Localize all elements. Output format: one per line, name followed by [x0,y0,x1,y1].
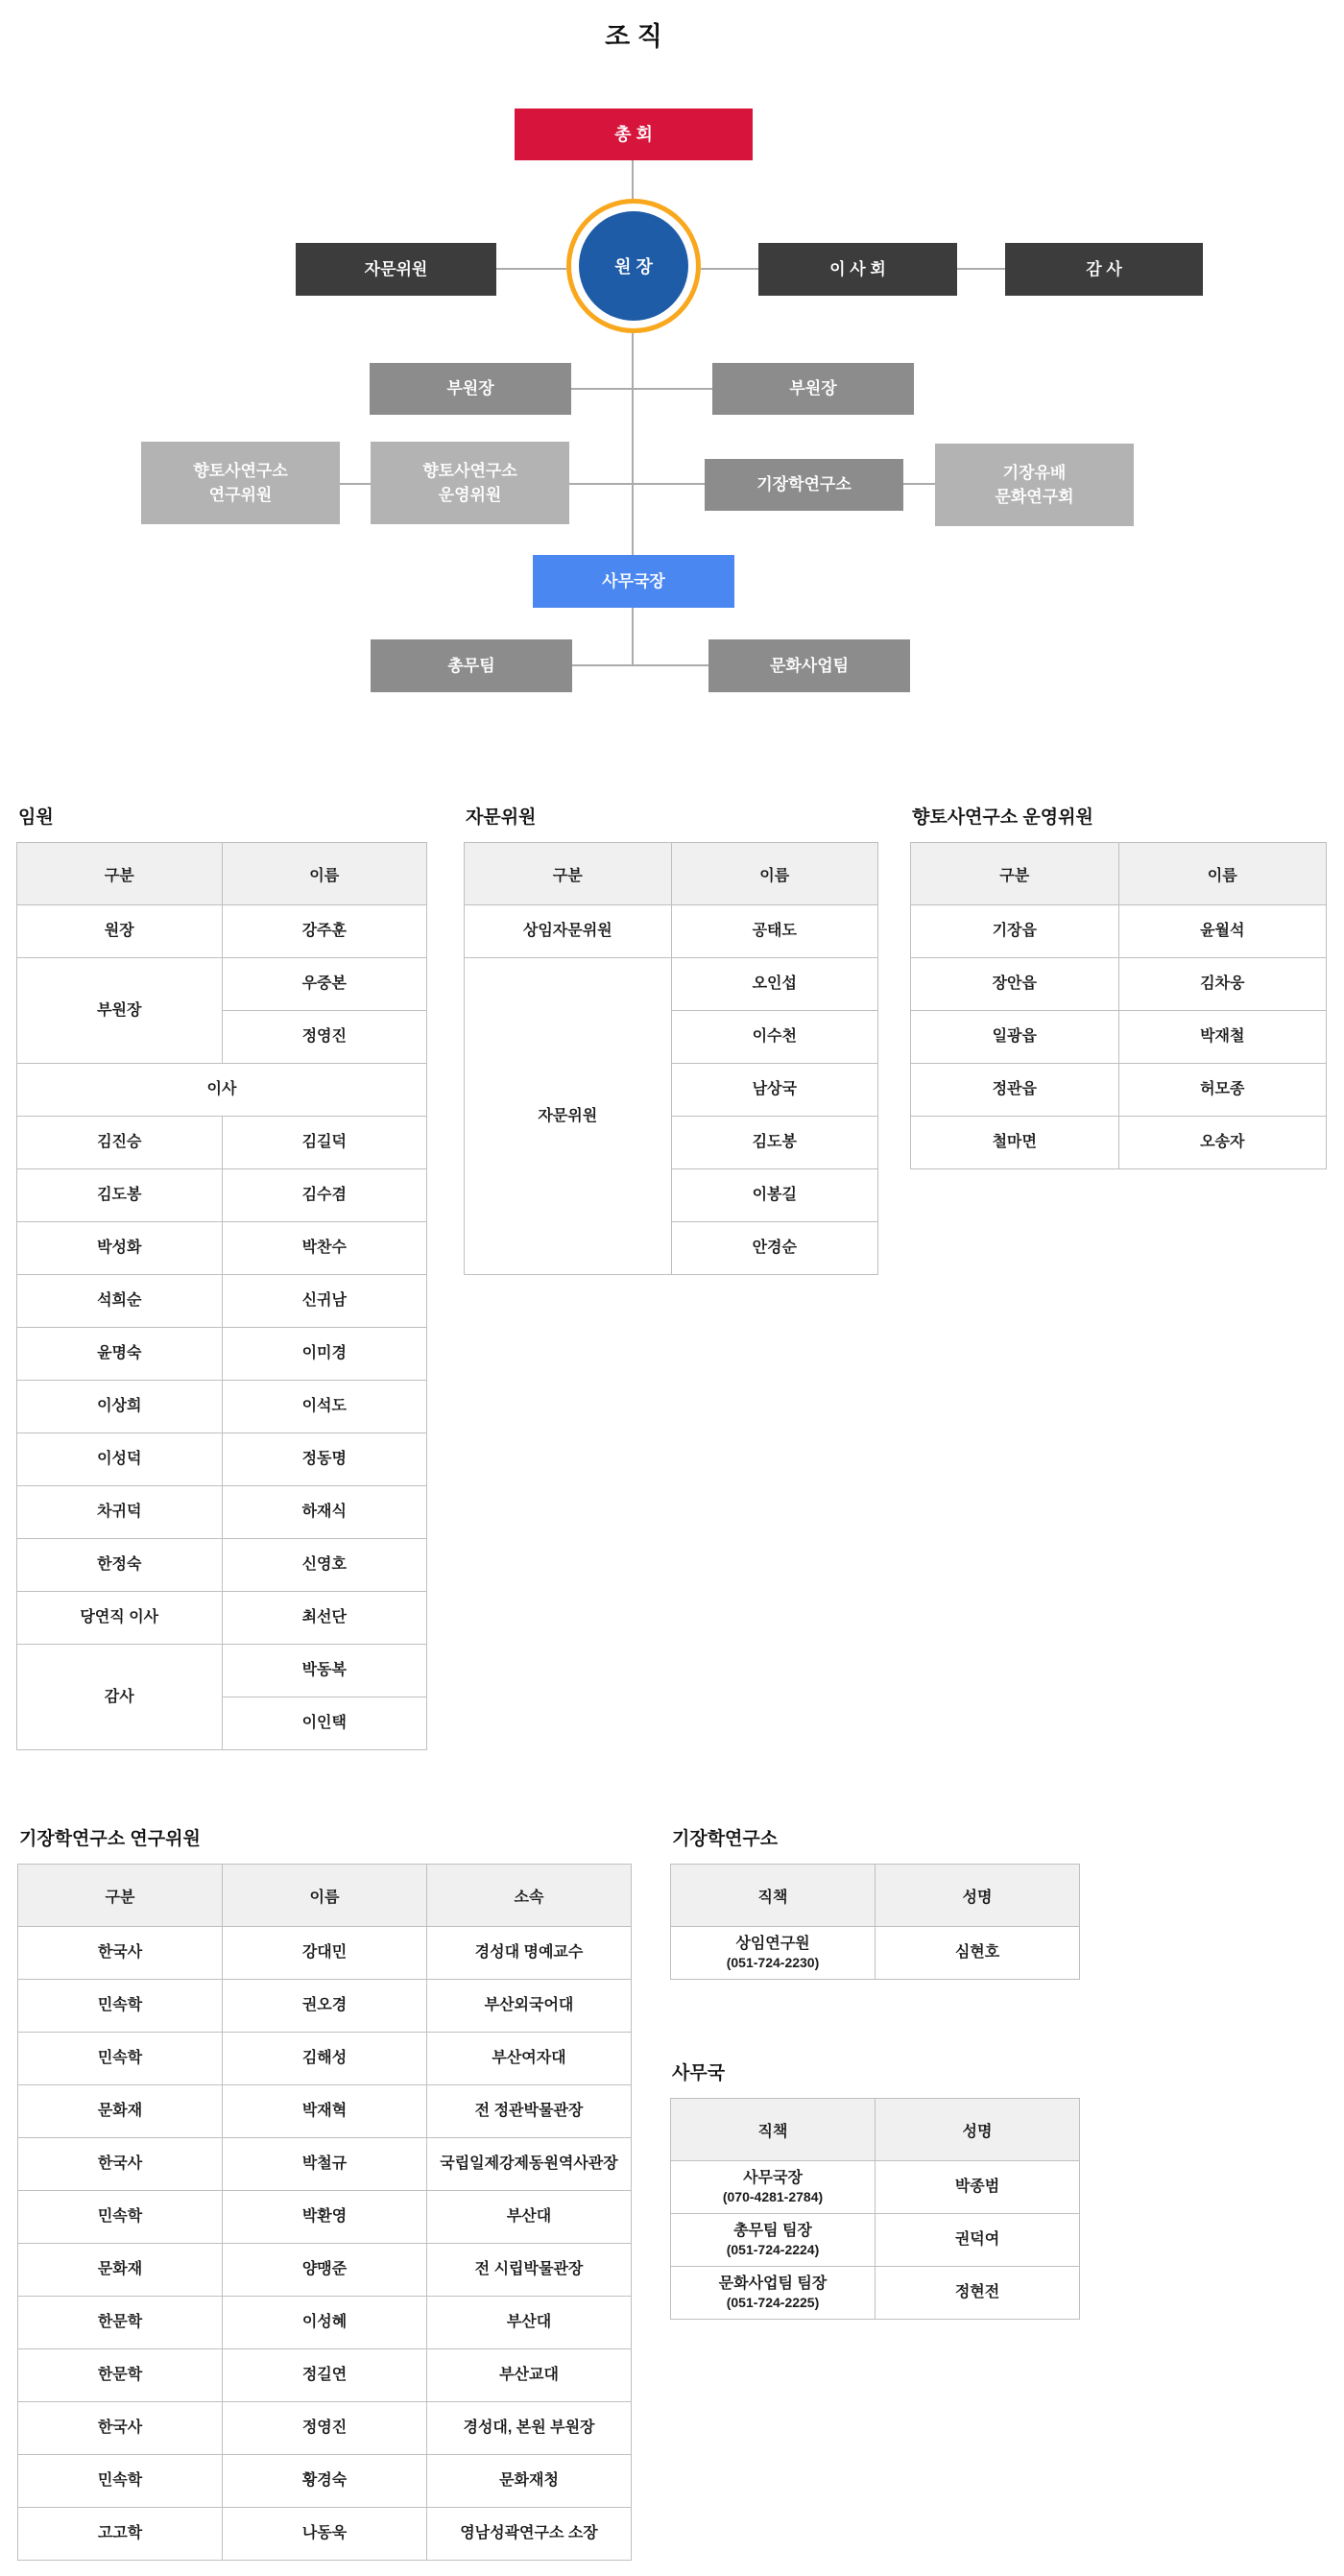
table-cell: 부원장 [17,958,223,1064]
table-cell: 오송자 [1118,1117,1327,1169]
org-node-local-history-research-committee: 향토사연구소 연구위원 [141,442,340,524]
org-node-local-history-steering-committee: 향토사연구소 운영위원 [371,442,569,524]
table-cell: 김차웅 [1118,958,1327,1011]
table-cell: 박종범 [876,2161,1080,2214]
imwon-table [16,842,427,1750]
table-row [18,1865,632,1927]
table-cell: 이봉길 [671,1169,878,1222]
table-row [18,2297,632,2349]
table-row [17,1486,427,1539]
column-header: 이름 [671,843,878,905]
table-row [17,905,427,958]
table-cell: 부산대 [427,2191,632,2244]
page-title: 조 직 [605,22,662,51]
table-cell: 박재혁 [223,2085,427,2138]
table-cell: 한국사 [18,2402,223,2455]
org-node-general-affairs-team: 총무팀 [371,639,572,692]
table-cell: 전 시립박물관장 [427,2244,632,2297]
table-cell: 박철규 [223,2138,427,2191]
table-row [18,2138,632,2191]
section-officers [16,803,427,1750]
connector-line [632,160,634,199]
secretariat-table [670,2098,1080,2320]
table-cell: 이성혜 [223,2297,427,2349]
table-cell: 당연직 이사 [17,1592,223,1645]
connector-line [572,664,708,666]
connector-line [496,268,566,270]
table-cell: 나동욱 [223,2508,427,2561]
table-cell: 황경숙 [223,2455,427,2508]
steering-table [910,842,1327,1169]
table-cell: 이수천 [671,1011,878,1064]
table-cell: 이성덕 [17,1433,223,1486]
table-row [18,2349,632,2402]
table-cell: 정길연 [223,2349,427,2402]
institute-table [670,1864,1080,1980]
table-cell: 하재식 [222,1486,427,1539]
column-header: 이름 [1118,843,1327,905]
table-cell: 문화재청 [427,2455,632,2508]
org-node-director [566,199,701,333]
org-node-board-of-directors: 이 사 회 [758,243,957,296]
table-cell: 상임자문위원 [465,905,672,958]
table-row [671,1927,1080,1980]
table-cell: 박찬수 [222,1222,427,1275]
officers-table [16,842,427,1750]
table-row [671,1865,1080,1927]
table-row [18,2508,632,2561]
table-cell: 전 정관박물관장 [427,2085,632,2138]
section-title-secretariat: 사무국 [672,2063,726,2083]
table-row [18,1927,632,1980]
table-cell: 안경순 [671,1222,878,1275]
table-cell: 권덕여 [876,2214,1080,2267]
connector-line [957,268,1005,270]
table-row [17,1275,427,1328]
column-header: 직책 [671,1865,876,1927]
table-cell: 부산여자대 [427,2033,632,2085]
column-header: 성명 [876,2099,1080,2161]
column-header: 이름 [222,843,427,905]
table-row [18,2244,632,2297]
table-cell: 한국사 [18,1927,223,1980]
org-node-advisory-committee: 자문위원 [296,243,496,296]
table-cell: 원장 [17,905,223,958]
table-cell: 부산대 [427,2297,632,2349]
org-node-general-assembly: 총 회 [515,108,753,160]
table-row [17,843,427,905]
table-cell: 기장읍 [911,905,1119,958]
section-research-committee [17,1824,632,2561]
connector-line [340,483,371,485]
table-cell: 한정숙 [17,1539,223,1592]
table-cell: 강대민 [223,1927,427,1980]
table-cell: 문화재 [18,2244,223,2297]
table-cell: 문화재 [18,2085,223,2138]
table-cell: 정영진 [222,1011,427,1064]
section-steering [910,803,1327,1169]
table-row [18,2085,632,2138]
table-cell: 신영호 [222,1539,427,1592]
table-cell: 감사 [17,1645,223,1750]
org-node-secretary-general: 사무국장 [533,555,734,608]
section-title-research: 기장학연구소 연구위원 [19,1829,201,1849]
table-row [18,2033,632,2085]
table-cell: 이상희 [17,1381,223,1433]
table-cell: 영남성곽연구소 소장 [427,2508,632,2561]
table-row [671,2214,1080,2267]
table-row [17,1222,427,1275]
table-cell: 부산외국어대 [427,1980,632,2033]
column-header: 구분 [911,843,1119,905]
table-row [465,843,878,905]
table-cell: 김해성 [223,2033,427,2085]
table-cell: 양맹준 [223,2244,427,2297]
institute-table [670,1864,1080,1980]
table-row [17,1117,427,1169]
table-cell: 경성대 명예교수 [427,1927,632,1980]
table-row [911,1117,1327,1169]
research-table [17,1864,632,2561]
table-row [465,905,878,958]
table-row [911,905,1327,958]
table-cell: 박동복 [222,1645,427,1697]
table-row [17,1645,427,1697]
table-row [18,1980,632,2033]
connector-line [571,388,712,390]
table-cell: 김도봉 [671,1117,878,1169]
advisory-table [464,842,878,1275]
section-title-institute: 기장학연구소 [672,1829,779,1849]
table-cell: 민속학 [18,2455,223,2508]
table-cell: 최선단 [222,1592,427,1645]
table-row [18,2191,632,2244]
section-institute [670,1824,1080,1980]
table-row [17,1381,427,1433]
table-row [17,958,427,1011]
table-cell: 오인섭 [671,958,878,1011]
connector-line [701,268,758,270]
table-cell: 민속학 [18,2191,223,2244]
table-cell: 장안읍 [911,958,1119,1011]
table-cell: 이미경 [222,1328,427,1381]
org-node-culture-business-team: 문화사업팀 [708,639,910,692]
table-cell: 정동명 [222,1433,427,1486]
table-row [17,1328,427,1381]
table-cell: 총무팀 팀장 (051-724-2224) [671,2214,876,2267]
connector-line [632,608,634,666]
table-row [465,958,878,1011]
connector-line [903,483,935,485]
table-row [17,1592,427,1645]
section-advisory [464,803,878,1275]
table-cell: 김진승 [17,1117,223,1169]
table-cell: 차귀덕 [17,1486,223,1539]
section-secretariat [670,2058,1080,2320]
samuguk-table [670,2098,1080,2320]
table-cell: 박환영 [223,2191,427,2244]
table-cell: 문화사업팀 팀장 (051-724-2225) [671,2267,876,2320]
column-header: 구분 [465,843,672,905]
table-row [911,1011,1327,1064]
table-cell: 우중본 [222,958,427,1011]
table-cell: 김수겸 [222,1169,427,1222]
table-cell: 상임연구원 (051-724-2230) [671,1927,876,1980]
table-cell: 신귀남 [222,1275,427,1328]
connector-line [632,333,634,555]
table-cell: 민속학 [18,2033,223,2085]
org-node-vice-director-right: 부원장 [712,363,914,415]
table-cell: 김길덕 [222,1117,427,1169]
org-node-auditor: 감 사 [1005,243,1203,296]
column-header: 이름 [223,1865,427,1927]
table-cell: 이인택 [222,1697,427,1750]
table-row [17,1433,427,1486]
table-cell: 김도봉 [17,1169,223,1222]
table-cell: 박재철 [1118,1011,1327,1064]
table-cell: 이사 [17,1064,427,1117]
table-cell: 정관읍 [911,1064,1119,1117]
table-row [671,2161,1080,2214]
org-node-vice-director-left: 부원장 [370,363,571,415]
table-row [18,2402,632,2455]
table-cell: 남상국 [671,1064,878,1117]
director-circle: 원 장 [579,211,688,321]
table-cell: 윤월석 [1118,905,1327,958]
section-title-advisory: 자문위원 [466,807,537,828]
table-row [911,843,1327,905]
steering-table [910,842,1327,1169]
table-cell: 한국사 [18,2138,223,2191]
table-cell: 공태도 [671,905,878,958]
table-cell: 국립일제강제동원역사관장 [427,2138,632,2191]
table-cell: 철마면 [911,1117,1119,1169]
column-header: 구분 [17,843,223,905]
table-cell: 경성대, 본원 부원장 [427,2402,632,2455]
table-row [671,2099,1080,2161]
table-row [17,1169,427,1222]
table-cell: 민속학 [18,1980,223,2033]
section-title-steering: 향토사연구소 운영위원 [912,807,1093,828]
jamun-table [464,842,878,1275]
connector-line [569,483,705,485]
table-row [671,2267,1080,2320]
table-row [17,1539,427,1592]
table-cell: 윤명숙 [17,1328,223,1381]
column-header: 소속 [427,1865,632,1927]
table-cell: 부산교대 [427,2349,632,2402]
column-header: 구분 [18,1865,223,1927]
org-node-gijang-studies-institute: 기장학연구소 [705,459,903,511]
table-cell: 사무국장 (070-4281-2784) [671,2161,876,2214]
table-row [911,958,1327,1011]
column-header: 직책 [671,2099,876,2161]
table-row [911,1064,1327,1117]
table-cell: 심현호 [876,1927,1080,1980]
table-cell: 허모종 [1118,1064,1327,1117]
table-row [18,2455,632,2508]
section-title-officers: 임원 [18,807,54,828]
table-cell: 한문학 [18,2297,223,2349]
table-cell: 자문위원 [465,958,672,1275]
research-committee-table [17,1864,632,2561]
table-cell: 정영진 [223,2402,427,2455]
table-cell: 일광읍 [911,1011,1119,1064]
org-node-gijang-exile-culture-society: 기장유배 문화연구회 [935,444,1134,526]
table-cell: 이석도 [222,1381,427,1433]
table-cell: 강주훈 [222,905,427,958]
column-header: 성명 [876,1865,1080,1927]
table-cell: 석희순 [17,1275,223,1328]
table-cell: 한문학 [18,2349,223,2402]
table-cell: 권오경 [223,1980,427,2033]
table-cell: 고고학 [18,2508,223,2561]
table-cell: 박성화 [17,1222,223,1275]
table-row [17,1064,427,1117]
table-cell: 정현전 [876,2267,1080,2320]
